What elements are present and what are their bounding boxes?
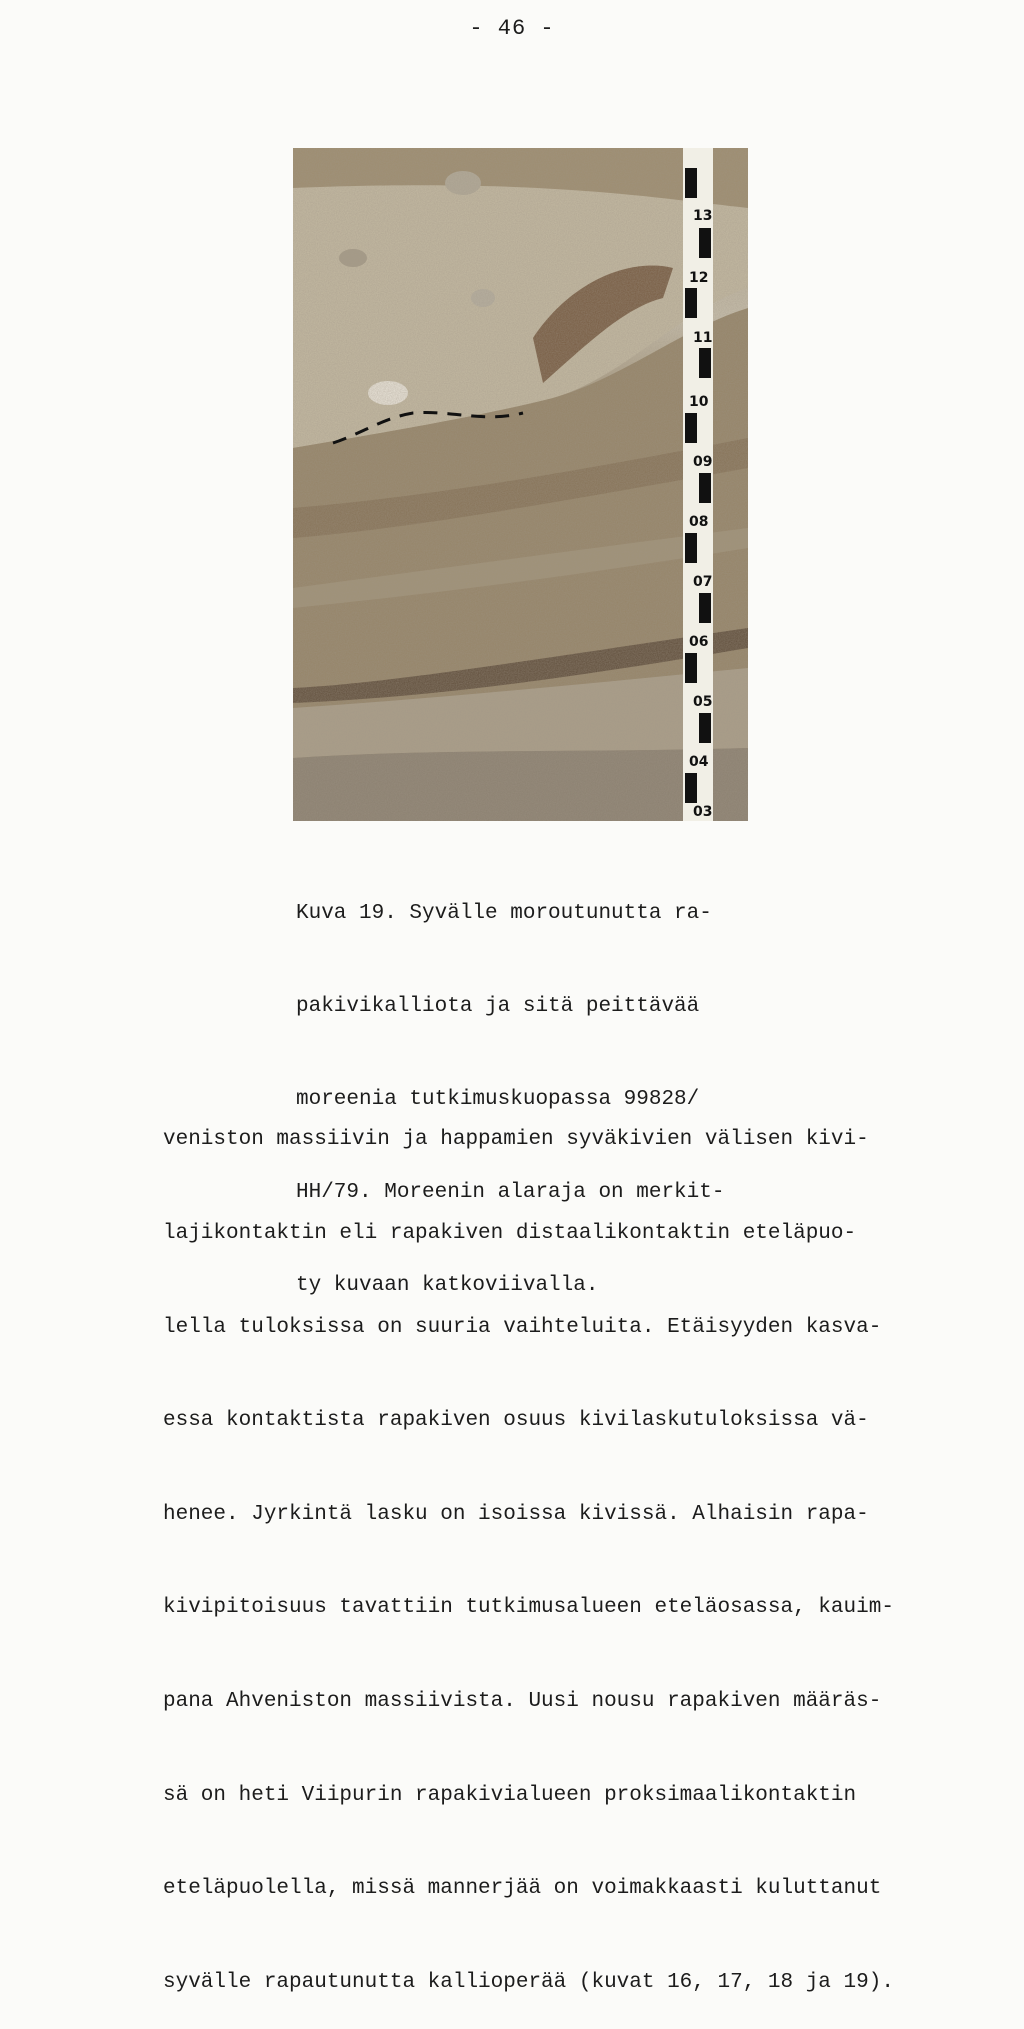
body-line: henee. Jyrkintä lasku on isoissa kivissä. Alhaisin rapa- bbox=[163, 1502, 869, 1526]
body-line: syvälle rapautunutta kallioperää (kuvat 16, 17, 18 ja 19). bbox=[163, 1970, 894, 1994]
caption-line: pakivikalliota ja sitä peittävää bbox=[296, 995, 700, 1018]
ruler-label: 11 bbox=[693, 330, 713, 346]
body-line: lella tuloksissa on suuria vaihteluita. Etäisyyden kasva- bbox=[163, 1315, 882, 1339]
soil-profile-photo bbox=[293, 148, 748, 821]
ruler-label: 10 bbox=[689, 394, 709, 410]
body-line: veniston massiivin ja happamien syväkivien välisen kivi- bbox=[163, 1128, 869, 1152]
caption-line: moreenia tutkimuskuopassa 99828/ bbox=[296, 1088, 700, 1111]
body-line: lajikontaktin eli rapakiven distaalikontaktin eteläpuo- bbox=[163, 1222, 857, 1246]
ruler-label: 05 bbox=[693, 694, 713, 710]
caption-line: HH/79. Moreenin alaraja on merkit- bbox=[296, 1181, 725, 1204]
measuring-rod bbox=[683, 148, 713, 821]
body-paragraph bbox=[163, 1062, 963, 2029]
ruler-label: 13 bbox=[693, 208, 713, 224]
body-line: sä on heti Viipurin rapakivialueen proksimaalikontaktin bbox=[163, 1783, 857, 1807]
caption-line: ty kuvaan katkoviivalla. bbox=[296, 1274, 599, 1297]
ruler-label: 03 bbox=[693, 804, 713, 820]
ruler-label: 04 bbox=[689, 754, 709, 770]
body-line: essa kontaktista rapakiven osuus kivilaskutuloksissa vä- bbox=[163, 1409, 869, 1433]
ruler-label: 08 bbox=[689, 514, 709, 530]
caption-line: Kuva 19. Syvälle moroutunutta ra- bbox=[296, 902, 712, 925]
ruler-label: 12 bbox=[689, 270, 709, 286]
ruler-label: 07 bbox=[693, 574, 713, 590]
body-line: eteläpuolella, missä mannerjää on voimakkaasti kuluttanut bbox=[163, 1877, 882, 1901]
body-line: pana Ahveniston massiivista. Uusi nousu rapakiven määräs- bbox=[163, 1690, 882, 1714]
ruler-label: 06 bbox=[689, 634, 709, 650]
page-number: - 46 - bbox=[469, 16, 555, 41]
body-line: kivipitoisuus tavattiin tutkimusalueen eteläosassa, kauim- bbox=[163, 1596, 894, 1620]
photo-illustration bbox=[293, 148, 748, 821]
ruler-label: 09 bbox=[693, 454, 713, 470]
